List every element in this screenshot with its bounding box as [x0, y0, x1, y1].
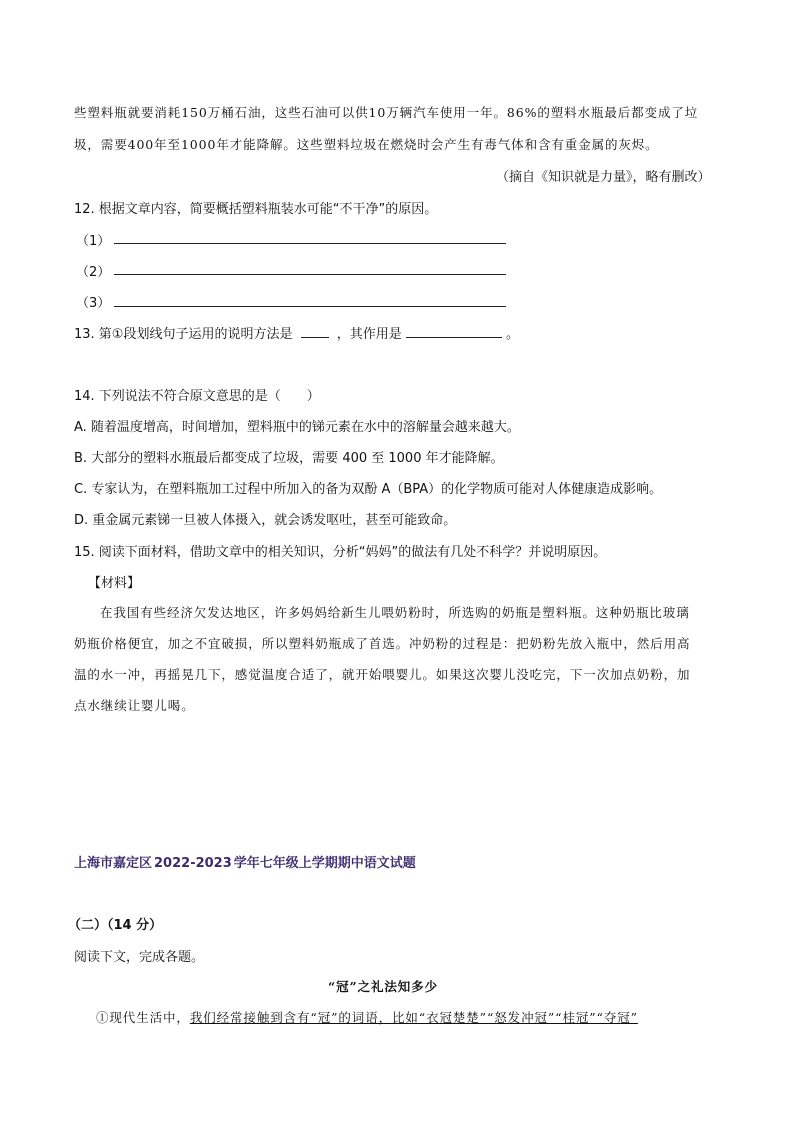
- q13-blank-effect[interactable]: [406, 323, 502, 338]
- article-paragraph-1: [96, 1008, 638, 1026]
- q12-answer-line-1[interactable]: [114, 243, 506, 244]
- material-line-1: 在我国有些经济欠发达地区，许多妈妈给新生儿喂奶粉时，所选购的奶瓶是塑料瓶。这种奶瓶比玻璃: [100, 605, 690, 620]
- underlined-sentence: 我们经常接触到含有“冠”的词语，比如“衣冠楚楚”“怒发冲冠”“桂冠”“夺冠”: [189, 1010, 638, 1025]
- material-line-4: 点水继续让婴儿喝。: [74, 698, 195, 713]
- q12-answer-line-2[interactable]: [114, 274, 506, 275]
- part-label: （二）（14 分）: [68, 918, 163, 933]
- q14-option-b[interactable]: B. 大部分的塑料水瓶最后都变成了垃圾，需要 400 至 1000 年才能降解。: [74, 451, 504, 466]
- q14-option-a[interactable]: A. 随着温度增高，时间增加，塑料瓶中的锑元素在水中的溶解量会越来越大。: [74, 420, 520, 435]
- passage-line-1: 些塑料瓶就要消耗150万桶石油，这些石油可以供10万辆汽车使用一年。86%的塑料水瓶最后都变成了垃: [74, 105, 699, 120]
- q12-item-3-label: （3）: [76, 296, 111, 311]
- question-15: 15. 阅读下面材料，借助文章中的相关知识，分析“妈妈”的做法有几处不科学？并说明原因。: [74, 545, 607, 560]
- article-title: “冠”之礼法知多少: [328, 979, 438, 994]
- passage-source: （摘自《知识就是力量》，略有删改）: [496, 170, 711, 185]
- material-line-3: 温的水一冲，再摇晃几下，感觉温度合适了，就开始喂婴儿。如果这次婴儿没吃完，下一次加点奶粉，加: [74, 667, 691, 682]
- exam-source-title: [74, 852, 416, 871]
- q14-option-c[interactable]: C. 专家认为，在塑料瓶加工过程中所加入的备为双酚 A（BPA）的化学物质可能对人体健康造成影响。: [74, 482, 663, 497]
- passage-line-2: 圾，需要400年至1000年才能降解。这些塑料垃圾在燃烧时会产生有毒气体和含有重金属的灰烬。: [74, 137, 659, 152]
- exam-source-suffix: 学年七年级上学期期中语文试题: [233, 856, 416, 871]
- exam-source-years: 2022-2023: [154, 856, 232, 871]
- material-label: 【材料】: [88, 576, 141, 591]
- q13-blank-method[interactable]: [301, 323, 329, 338]
- question-13: [74, 323, 519, 342]
- q14-option-d[interactable]: D. 重金属元素锑一旦被人体摄入，就会诱发呕吐，甚至可能致命。: [74, 513, 457, 528]
- reading-instruction: 阅读下文，完成各题。: [74, 950, 205, 965]
- exam-source-prefix: 上海市嘉定区: [74, 856, 153, 871]
- question-14: 14. 下列说法不符合原文意思的是（ ）: [74, 389, 320, 404]
- question-12: 12. 根据文章内容，简要概括塑料瓶装水可能“不干净”的原因。: [74, 202, 438, 217]
- material-line-2: 奶瓶价格便宜，加之不宜破损，所以塑料奶瓶成了首选。冲奶粉的过程是：把奶粉先放入瓶中，然后用高: [74, 636, 691, 651]
- article-line-prefix: ①现代生活中，: [96, 1010, 190, 1025]
- q13-suffix: 。: [506, 327, 520, 342]
- q12-item-2-label: （2）: [76, 265, 111, 280]
- q13-middle: ，其作用是: [336, 327, 402, 342]
- q13-prefix: 13. 第①段划线句子运用的说明方法是: [74, 327, 293, 342]
- q12-item-1-label: （1）: [76, 234, 111, 249]
- q12-answer-line-3[interactable]: [114, 306, 506, 307]
